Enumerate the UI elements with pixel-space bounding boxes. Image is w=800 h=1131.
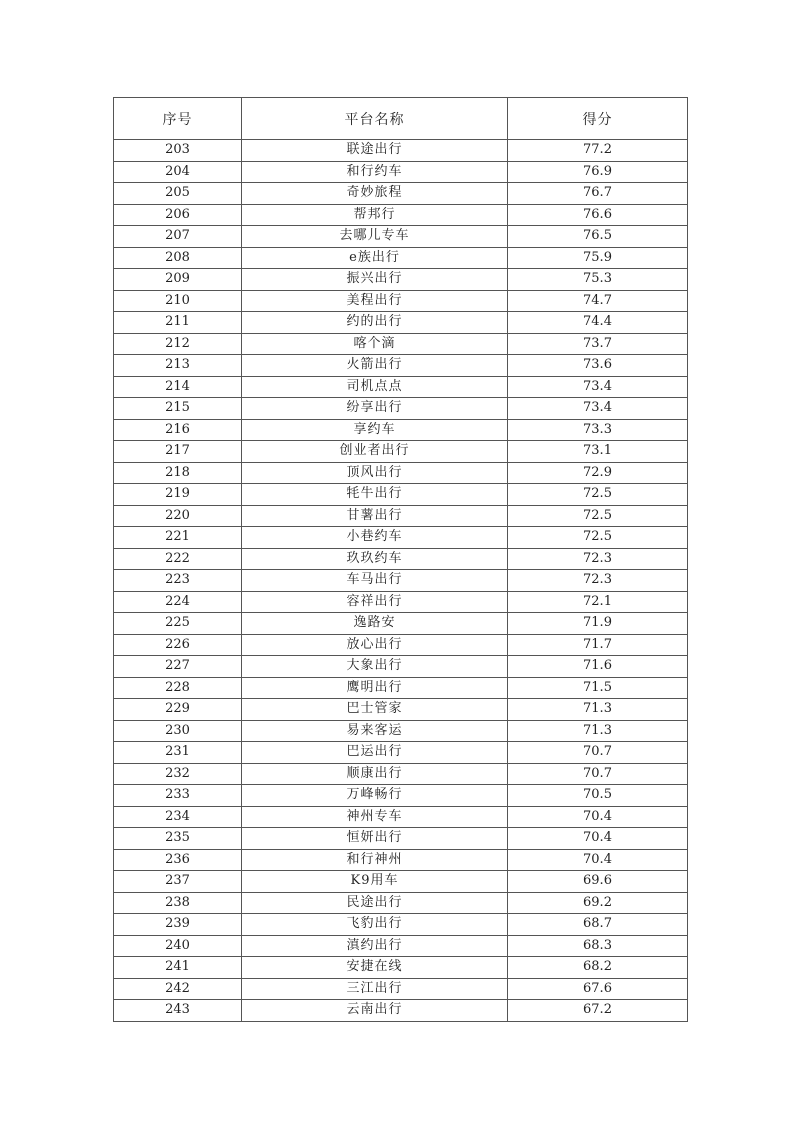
table-row [114, 828, 688, 850]
row-platform-name-cell: 三江出行 [242, 978, 508, 1000]
row-index-cell: 222 [114, 548, 242, 570]
table-row [114, 849, 688, 871]
table-row [114, 419, 688, 441]
row-platform-name-cell: 司机点点 [242, 376, 508, 398]
row-score-cell: 72.3 [508, 570, 688, 592]
platform-score-table [113, 97, 688, 1022]
table-row [114, 161, 688, 183]
table-row [114, 269, 688, 291]
row-platform-name-cell: 大象出行 [242, 656, 508, 678]
row-score-cell: 72.1 [508, 591, 688, 613]
table-row [114, 290, 688, 312]
row-index-cell: 232 [114, 763, 242, 785]
row-platform-name-cell: 奇妙旅程 [242, 183, 508, 205]
table-row [114, 785, 688, 807]
row-score-cell: 73.4 [508, 398, 688, 420]
row-index-cell: 227 [114, 656, 242, 678]
row-score-cell: 76.5 [508, 226, 688, 248]
table-row [114, 312, 688, 334]
row-score-cell: 70.7 [508, 742, 688, 764]
row-index-cell: 210 [114, 290, 242, 312]
row-score-cell: 72.5 [508, 505, 688, 527]
row-index-cell: 236 [114, 849, 242, 871]
row-score-cell: 74.4 [508, 312, 688, 334]
row-index-cell: 213 [114, 355, 242, 377]
row-index-cell: 243 [114, 1000, 242, 1022]
table-row [114, 742, 688, 764]
row-index-cell: 205 [114, 183, 242, 205]
table-row [114, 914, 688, 936]
table-row [114, 591, 688, 613]
table-row [114, 720, 688, 742]
row-platform-name-cell: 喀个滴 [242, 333, 508, 355]
row-score-cell: 67.6 [508, 978, 688, 1000]
table-row [114, 871, 688, 893]
row-score-cell: 72.9 [508, 462, 688, 484]
table-row [114, 1000, 688, 1022]
row-index-cell: 212 [114, 333, 242, 355]
row-platform-name-cell: 火箭出行 [242, 355, 508, 377]
table-row [114, 226, 688, 248]
row-score-cell: 73.3 [508, 419, 688, 441]
table-row [114, 140, 688, 162]
row-score-cell: 70.5 [508, 785, 688, 807]
row-score-cell: 70.7 [508, 763, 688, 785]
row-index-cell: 230 [114, 720, 242, 742]
table-row [114, 634, 688, 656]
row-score-cell: 72.5 [508, 484, 688, 506]
table-row [114, 484, 688, 506]
table-row [114, 204, 688, 226]
table-row [114, 613, 688, 635]
table-row [114, 957, 688, 979]
row-platform-name-cell: 神州专车 [242, 806, 508, 828]
row-index-cell: 204 [114, 161, 242, 183]
table-body [114, 140, 688, 1022]
row-platform-name-cell: 去哪儿专车 [242, 226, 508, 248]
row-index-cell: 229 [114, 699, 242, 721]
table-row [114, 355, 688, 377]
header-platform-name: 平台名称 [242, 98, 508, 140]
row-index-cell: 237 [114, 871, 242, 893]
row-index-cell: 239 [114, 914, 242, 936]
row-score-cell: 69.6 [508, 871, 688, 893]
table-row [114, 505, 688, 527]
table-row [114, 978, 688, 1000]
table-row [114, 763, 688, 785]
row-platform-name-cell: 民途出行 [242, 892, 508, 914]
table-row [114, 935, 688, 957]
row-index-cell: 221 [114, 527, 242, 549]
row-platform-name-cell: 容祥出行 [242, 591, 508, 613]
row-index-cell: 235 [114, 828, 242, 850]
table-row [114, 548, 688, 570]
header-score: 得分 [508, 98, 688, 140]
row-score-cell: 71.3 [508, 699, 688, 721]
row-score-cell: 74.7 [508, 290, 688, 312]
row-index-cell: 233 [114, 785, 242, 807]
row-platform-name-cell: 恒妍出行 [242, 828, 508, 850]
row-score-cell: 70.4 [508, 806, 688, 828]
row-index-cell: 211 [114, 312, 242, 334]
row-platform-name-cell: 美程出行 [242, 290, 508, 312]
row-platform-name-cell: 万峰畅行 [242, 785, 508, 807]
row-index-cell: 240 [114, 935, 242, 957]
row-platform-name-cell: 放心出行 [242, 634, 508, 656]
row-platform-name-cell: 联途出行 [242, 140, 508, 162]
row-platform-name-cell: 享约车 [242, 419, 508, 441]
row-platform-name-cell: 易来客运 [242, 720, 508, 742]
table-row [114, 441, 688, 463]
row-index-cell: 219 [114, 484, 242, 506]
header-row [114, 98, 688, 140]
row-score-cell: 77.2 [508, 140, 688, 162]
row-score-cell: 73.4 [508, 376, 688, 398]
table-row [114, 333, 688, 355]
row-score-cell: 73.1 [508, 441, 688, 463]
table-row [114, 570, 688, 592]
row-platform-name-cell: 甘薯出行 [242, 505, 508, 527]
row-index-cell: 241 [114, 957, 242, 979]
row-platform-name-cell: 逸路安 [242, 613, 508, 635]
row-platform-name-cell: 云南出行 [242, 1000, 508, 1022]
row-platform-name-cell: 振兴出行 [242, 269, 508, 291]
header-index: 序号 [114, 98, 242, 140]
table-row [114, 806, 688, 828]
row-index-cell: 206 [114, 204, 242, 226]
row-index-cell: 209 [114, 269, 242, 291]
row-score-cell: 72.5 [508, 527, 688, 549]
row-score-cell: 76.9 [508, 161, 688, 183]
table-row [114, 398, 688, 420]
row-score-cell: 68.2 [508, 957, 688, 979]
row-index-cell: 216 [114, 419, 242, 441]
row-score-cell: 71.6 [508, 656, 688, 678]
row-platform-name-cell: K9用车 [242, 871, 508, 893]
row-index-cell: 225 [114, 613, 242, 635]
row-platform-name-cell: 顶风出行 [242, 462, 508, 484]
row-index-cell: 242 [114, 978, 242, 1000]
row-platform-name-cell: 玖玖约车 [242, 548, 508, 570]
row-platform-name-cell: 帮邦行 [242, 204, 508, 226]
row-index-cell: 226 [114, 634, 242, 656]
row-index-cell: 215 [114, 398, 242, 420]
row-score-cell: 71.3 [508, 720, 688, 742]
row-score-cell: 76.6 [508, 204, 688, 226]
row-platform-name-cell: e族出行 [242, 247, 508, 269]
row-platform-name-cell: 顺康出行 [242, 763, 508, 785]
row-score-cell: 68.7 [508, 914, 688, 936]
row-platform-name-cell: 小巷约车 [242, 527, 508, 549]
row-score-cell: 75.9 [508, 247, 688, 269]
row-index-cell: 207 [114, 226, 242, 248]
row-score-cell: 71.5 [508, 677, 688, 699]
row-index-cell: 234 [114, 806, 242, 828]
table-row [114, 699, 688, 721]
row-score-cell: 70.4 [508, 828, 688, 850]
row-index-cell: 203 [114, 140, 242, 162]
row-score-cell: 76.7 [508, 183, 688, 205]
row-platform-name-cell: 牦牛出行 [242, 484, 508, 506]
row-platform-name-cell: 纷享出行 [242, 398, 508, 420]
row-platform-name-cell: 巴运出行 [242, 742, 508, 764]
row-score-cell: 71.7 [508, 634, 688, 656]
row-platform-name-cell: 约的出行 [242, 312, 508, 334]
table-row [114, 462, 688, 484]
row-index-cell: 218 [114, 462, 242, 484]
row-score-cell: 67.2 [508, 1000, 688, 1022]
table-row [114, 247, 688, 269]
row-score-cell: 71.9 [508, 613, 688, 635]
table-row [114, 376, 688, 398]
row-platform-name-cell: 车马出行 [242, 570, 508, 592]
table-row [114, 527, 688, 549]
row-platform-name-cell: 和行约车 [242, 161, 508, 183]
table-row [114, 677, 688, 699]
table-row [114, 892, 688, 914]
row-index-cell: 217 [114, 441, 242, 463]
row-platform-name-cell: 飞豹出行 [242, 914, 508, 936]
row-index-cell: 214 [114, 376, 242, 398]
row-index-cell: 220 [114, 505, 242, 527]
row-score-cell: 72.3 [508, 548, 688, 570]
table-row [114, 183, 688, 205]
row-platform-name-cell: 鹰明出行 [242, 677, 508, 699]
table-header [114, 98, 688, 140]
row-platform-name-cell: 安捷在线 [242, 957, 508, 979]
row-index-cell: 238 [114, 892, 242, 914]
row-score-cell: 69.2 [508, 892, 688, 914]
row-index-cell: 231 [114, 742, 242, 764]
row-platform-name-cell: 创业者出行 [242, 441, 508, 463]
row-platform-name-cell: 和行神州 [242, 849, 508, 871]
table-row [114, 656, 688, 678]
row-score-cell: 73.7 [508, 333, 688, 355]
row-index-cell: 224 [114, 591, 242, 613]
row-platform-name-cell: 巴士管家 [242, 699, 508, 721]
row-index-cell: 208 [114, 247, 242, 269]
row-score-cell: 75.3 [508, 269, 688, 291]
row-index-cell: 228 [114, 677, 242, 699]
row-score-cell: 73.6 [508, 355, 688, 377]
row-score-cell: 68.3 [508, 935, 688, 957]
row-score-cell: 70.4 [508, 849, 688, 871]
row-index-cell: 223 [114, 570, 242, 592]
row-platform-name-cell: 滇约出行 [242, 935, 508, 957]
